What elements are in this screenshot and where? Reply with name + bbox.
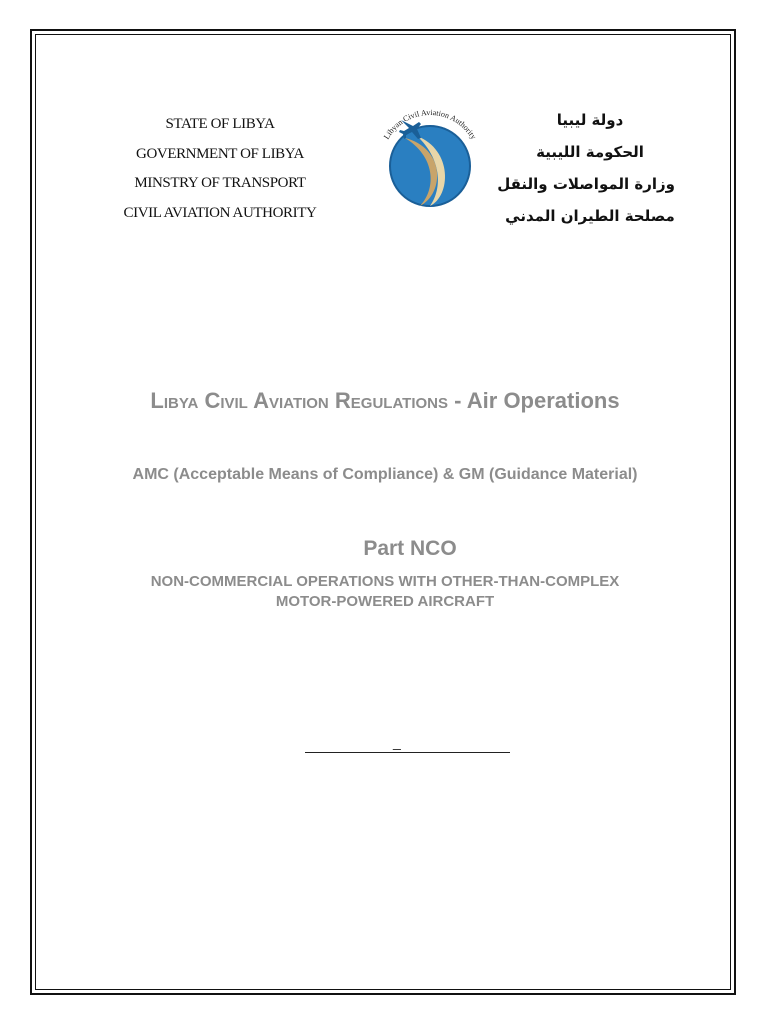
title-smallcaps: ivil	[220, 388, 248, 413]
header-arabic	[497, 104, 675, 232]
part-description	[60, 572, 710, 612]
logo-ring-text: Libyan Civil Aviation Authority	[381, 108, 479, 141]
civil-aviation-logo	[375, 108, 485, 218]
header-en-line: STATE OF LIBYA	[165, 116, 275, 132]
header-ar-line: مصلحة الطيران المدني	[505, 207, 675, 225]
part-label: Part NCO	[363, 537, 457, 560]
header-en-line: CIVIL AVIATION AUTHORITY	[123, 204, 317, 221]
signature-line	[305, 752, 510, 753]
header-ar-line: وزارة المواصلات والنقل	[497, 175, 675, 193]
title-smallcaps: ibya	[163, 388, 199, 413]
title-smallcaps: egulations	[350, 388, 449, 413]
signature-dash: _	[393, 734, 401, 750]
title-cap: R	[334, 388, 351, 413]
header-en-line: MINSTRY OF TRANSPORT	[134, 175, 306, 191]
header-english	[100, 110, 340, 228]
title-cap: A	[253, 388, 270, 413]
header-ar-line: دولة ليبيا	[556, 111, 624, 129]
header-ar-line: الحكومة الليبية	[536, 143, 644, 161]
title-cap: C	[204, 388, 221, 413]
title-cap: L	[150, 388, 164, 413]
title-suffix: - Air Operations	[448, 388, 620, 413]
part-desc-line: MOTOR-POWERED AIRCRAFT	[275, 593, 495, 610]
part-desc-line: NON-COMMERCIAL OPERATIONS WITH OTHER-THAN-COMPLEX	[150, 573, 620, 590]
header-en-line: GOVERNMENT OF LIBYA	[136, 145, 304, 162]
document-subtitle: AMC (Acceptable Means of Compliance) & GM (Guidance Material)	[132, 466, 638, 483]
document-title	[40, 388, 730, 414]
title-smallcaps: viation	[269, 388, 329, 413]
